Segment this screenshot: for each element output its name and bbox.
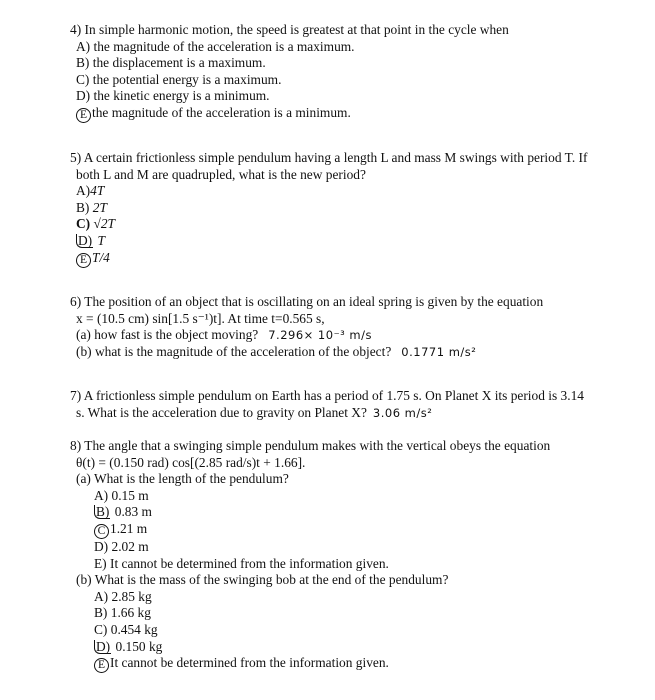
q6-part-b: (b) what is the magnitude of the acceleration of the object? 0.1771 m/s² (76, 343, 477, 359)
q4-option-a: A) the magnitude of the acceleration is a maximum. (76, 38, 355, 54)
q4-option-d: D) the kinetic energy is a minimum. (76, 88, 270, 104)
q6-part-a: (a) how fast is the object moving? 7.296× 10⁻³ m/s (76, 327, 372, 343)
q8a-option-d: D) 2.02 m (94, 538, 149, 554)
question-6-stem: 6) The position of an object that is oscillating on an ideal spring is given by the equation (70, 294, 544, 309)
question-5 (70, 150, 610, 268)
question-7-stem-line-1: 7) A frictionless simple pendulum on Earth has a period of 1.75 s. On Planet X its period is 3.14 (70, 388, 584, 403)
answer-circle-mark: C (94, 524, 109, 539)
q4-option-b: B) the displacement is a maximum. (76, 55, 266, 71)
q8a-option-c-selected: C 1.21 m (94, 521, 610, 539)
q8a-option-e: E) It cannot be determined from the information given. (94, 555, 389, 571)
q8-part-b: (b) What is the mass of the swinging bob at the end of the pendulum? (76, 572, 449, 588)
handwritten-answer-a: 7.296× 10⁻³ m/s (268, 328, 372, 343)
q5-option-e-selected: E T/4 (76, 250, 610, 268)
q8b-option-d: D) 0.150 kg (96, 638, 163, 654)
q5-option-a: A)4T (76, 183, 105, 199)
q5-option-c: C) √2T (76, 216, 115, 232)
q5-option-d: D) T (78, 232, 105, 248)
question-8-equation: θ(t) = (0.150 rad) cos[(2.85 rad/s)t + 1.66]. (76, 454, 306, 470)
partial-circle-mark: D) (78, 232, 93, 248)
answer-circle-mark: E (94, 658, 109, 673)
partial-circle-mark: B) (96, 504, 110, 520)
q7-stem-line-2: s. What is the acceleration due to gravity on Planet X? 3.06 m/s² (76, 404, 433, 420)
q8b-option-b: B) 1.66 kg (94, 605, 151, 621)
handwritten-answer-b: 0.1771 m/s² (401, 344, 477, 359)
question-6 (70, 294, 610, 360)
question-4 (70, 22, 610, 123)
q8a-option-a: A) 0.15 m (94, 487, 149, 503)
q4-option-c: C) the potential energy is a maximum. (76, 71, 282, 87)
question-8-stem: 8) The angle that a swinging simple pendulum makes with the vertical obeys the equation (70, 438, 551, 453)
q8b-option-e-selected: E It cannot be determined from the information given. (94, 655, 610, 673)
q5-option-b: B) 2T (76, 199, 107, 215)
question-7 (70, 388, 610, 421)
answer-circle-mark: E (76, 253, 91, 268)
question-6-equation: x = (10.5 cm) sin[1.5 s⁻¹)t]. At time t=0.565 s, (76, 310, 325, 326)
q4-option-e-selected: E the magnitude of the acceleration is a minimum. (76, 105, 610, 123)
partial-circle-mark: D) (96, 638, 111, 654)
handwritten-answer: 3.06 m/s² (372, 405, 433, 420)
q8a-option-b: B) 0.83 m (96, 504, 152, 520)
question-5-stem-line-2: both L and M are quadrupled, what is the new period? (76, 166, 366, 182)
q8b-option-a: A) 2.85 kg (94, 588, 152, 604)
question-4-stem: 4) In simple harmonic motion, the speed is greatest at that point in the cycle when (70, 22, 509, 37)
question-5-stem-line-1: 5) A certain frictionless simple pendulum having a length L and mass M swings with period T. If (70, 150, 588, 165)
q8-part-a: (a) What is the length of the pendulum? (76, 471, 289, 487)
answer-circle-mark: E (76, 108, 91, 123)
question-8 (70, 438, 610, 673)
q8b-option-c: C) 0.454 kg (94, 621, 158, 637)
